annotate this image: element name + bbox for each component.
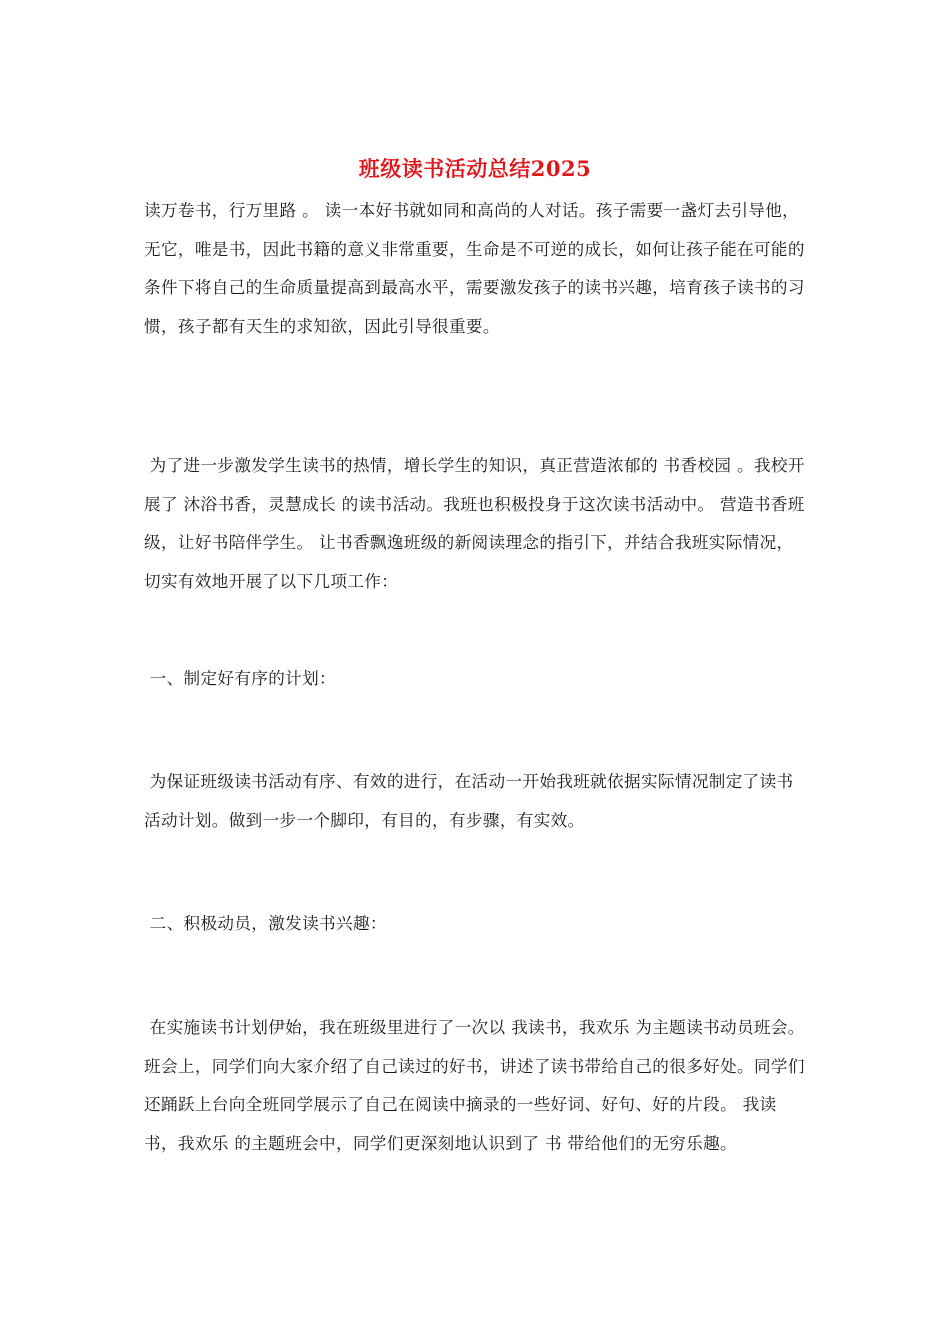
mobilize-paragraph: 在实施读书计划伊始，我在班级里进行了一次以 我读书，我欢乐 为主题读书动员班会。班会上，同学们向大家介绍了自己读过的好书，讲述了读书带给自己的很多好处。同学们还踊跃上台向全班同学展示了自己在阅读中摘录的一些好词、好句、好的片段。 我读书，我欢乐 的主题班会中，同学们更深刻地认识到了 书 带给他们的无穷乐趣。 — [144, 1018, 805, 1153]
section-heading-mobilize: 二、积极动员，激发读书兴趣： — [144, 914, 387, 933]
document-title: 班级读书活动总结2025 — [358, 156, 592, 181]
plan-paragraph: 为保证班级读书活动有序、有效的进行，在活动一开始我班就依据实际情况制定了读书活动计划。做到一步一个脚印，有目的，有步骤，有实效。 — [144, 772, 794, 830]
activity-background-paragraph: 为了进一步激发学生读书的热情，增长学生的知识，真正营造浓郁的 书香校园 。我校开展了 沐浴书香，灵慧成长 的读书活动。我班也积极投身于这次读书活动中。 营造书香班级，让好书陪伴学生。 让书香飘逸班级的新阅读理念的指引下，并结合我班实际情况，切实有效地开展了以下几项工作： — [144, 456, 805, 591]
section-heading-plan: 一、制定好有序的计划： — [144, 669, 337, 688]
intro-paragraph: 读万卷书，行万里路 。 读一本好书就如同和高尚的人对话。孩子需要一盏灯去引导他，无它，唯是书，因此书籍的意义非常重要，生命是不可逆的成长，如何让孩子能在可能的条件下将自己的生命质量提高到最高水平，需要激发孩子的读书兴趣，培育孩子读书的习惯，孩子都有天生的求知欲，因此引导很重要。 — [144, 201, 805, 336]
